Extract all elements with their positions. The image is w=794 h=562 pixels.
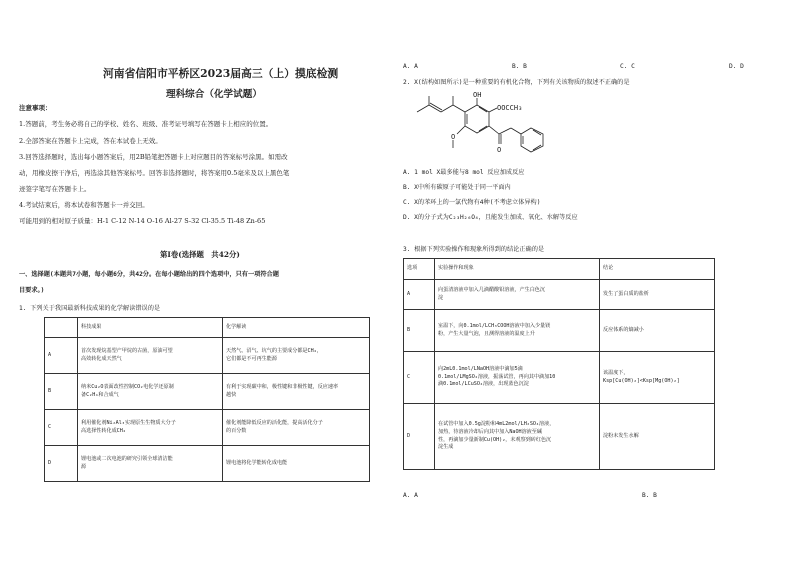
q1-stem: 1. 下列关于我国最新科技成果的化学解读错误的是 [19, 305, 161, 312]
q3-option: A [404, 280, 435, 310]
q3-conclusion: 反应体系的熵减小 [600, 310, 715, 352]
notes-heading: 注意事项： [19, 104, 52, 112]
q2-structure-diagram [395, 90, 570, 166]
q3-header-option: 选项 [404, 259, 435, 280]
table-row [404, 404, 715, 470]
q3-option-a: A. A [403, 492, 418, 499]
q1-result: 纳米Cu₂O表面改性控制CO₂电化学还原制 备C₂H₄和合成气 [78, 374, 223, 410]
q1-option: B [45, 374, 78, 410]
oh-label: OH [473, 91, 482, 99]
notes-item: 2.全部答案在答题卡上完成，答在本试卷上无效。 [19, 137, 162, 145]
q3-option: C [404, 352, 435, 404]
q3-conclusion: 发生了蛋白质的盐析 [600, 280, 715, 310]
q3-header-row [404, 259, 715, 280]
table-row [404, 352, 715, 404]
q2-option-b: B. X中所有碳原子可能处于同一平面内 [403, 184, 511, 191]
q3-option: B [404, 310, 435, 352]
q3-operation: 向2mL0.1mol/LNaOH溶液中滴加5滴 0.1mol/LMgSO₄溶液，振荡试管，再向其中滴加10 滴0.1mol/LCuSO₄溶液，出现蓝色沉淀 [435, 352, 600, 404]
q3-operation: 室温下，向0.1mol/LCH₃COOH溶液中加入少量镁 粉，产生大量气泡，且测得溶液的温度上升 [435, 310, 600, 352]
table-row [404, 310, 715, 352]
section-intro-cont: 目要求。) [19, 287, 45, 294]
notes-item: 动，用橡皮擦干净后，再选涂其他答案标号。回答非选择题时，将答案用0.5毫米及以上黑色笔 [19, 169, 290, 177]
prev-option-c: C. C [620, 63, 635, 70]
q3-stem: 3. 根据下列实验操作和现象所得到的结论正确的是 [403, 246, 545, 253]
q3-table [403, 258, 715, 470]
table-row [45, 410, 370, 446]
q3-conclusion: 该温度下， Ksp[Cu(OH)₂]<Ksp[Mg(OH)₂] [600, 352, 715, 404]
q3-option: D [404, 404, 435, 470]
q1-result: 利用催化剂Ni₂Al₃实现原生生物质大分子 高选择性转化成CH₄ [78, 410, 223, 446]
table-row [45, 374, 370, 410]
notes-item: 3.回答选择题时，选出每小题答案后，用2B铅笔把答题卡上对应题目的答案标号涂黑。如需改 [19, 153, 288, 161]
table-row [45, 446, 370, 482]
q1-header-blank [45, 318, 78, 338]
central-benzene-ring [465, 105, 489, 133]
ester-label: OOCCH₃ [497, 104, 523, 112]
exam-subtitle: 理科综合（化学试题） [166, 89, 262, 100]
q2-stem: 2. X(结构如图所示)是一种重要的有机化合物，下列有关该物质的叙述不正确的是 [403, 79, 630, 86]
q1-option: D [45, 446, 78, 482]
atomic-mass-line: 可能用到的相对原子质量：H-1 C-12 N-14 O-16 Al-27 S-32 Cl-35.5 Ti-48 Zn-65 [19, 217, 266, 225]
q1-option: A [45, 338, 78, 374]
q1-table [44, 317, 370, 482]
notes-item: 4.考试结束后，将本试卷和答题卡一并交回。 [19, 201, 149, 209]
q1-header-row [45, 318, 370, 338]
methoxy-oxygen-label: O [451, 133, 456, 141]
notes-item: 迹签字笔写在答题卡上。 [19, 185, 91, 193]
q3-operation: 向蛋清溶液中加入几滴醋酸铅溶液，产生白色沉 淀 [435, 280, 600, 310]
q1-result: 锂电池或二次电池的研究引领全球清洁能 源 [78, 446, 223, 482]
q1-option: C [45, 410, 78, 446]
q1-result: 首次发现烷基型产甲烷的古菌，原油可望 高效转化成天然气 [78, 338, 223, 374]
prev-option-d: D. D [729, 63, 744, 70]
q3-option-b: B. B [642, 492, 657, 499]
q1-reading: 锂电池将化学能转化成电能 [223, 446, 370, 482]
q2-option-c: C. X的苯环上的一氯代物有4种(不考虑立体异构) [403, 199, 541, 206]
section-heading: 第Ⅰ卷(选择题 共42分) [160, 250, 240, 259]
q3-header-conclusion: 结论 [600, 259, 715, 280]
q1-reading: 催化剂能降低反应的活化能，提高活化分子 的百分数 [223, 410, 370, 446]
prev-option-b: B. B [512, 63, 527, 70]
prev-option-a: A. A [403, 63, 418, 70]
q1-header-result: 科技成果 [78, 318, 223, 338]
q2-option-d: D. X的分子式为C₂₃H₂₆O₄，且能发生加成、氧化、水解等反应 [403, 214, 578, 221]
carbonyl-oxygen-label: O [497, 146, 502, 154]
section-intro: 一、选择题(本题共7小题，每小题6分，共42分。在每小题给出的四个选项中，只有一项符合题 [19, 271, 279, 278]
q3-operation: 在试管中加入0.5g淀粉和4mL2mol/LH₂SO₄溶液， 加热，待溶液冷却后向其中加入NaOH溶液至碱 性，再滴加少量新制Cu(OH)₂，未观察到砖红色沉 淀生成 [435, 404, 600, 470]
q3-conclusion: 淀粉未发生水解 [600, 404, 715, 470]
table-row [404, 280, 715, 310]
q1-header-reading: 化学解读 [223, 318, 370, 338]
table-row [45, 338, 370, 374]
q2-option-a: A. 1 mol X最多能与8 mol 反应加成反应 [403, 169, 525, 176]
phenyl-ring [521, 128, 543, 152]
q1-reading: 天然气、沼气、坑气的主要成分都是CH₄， 它们都是不可再生能源 [223, 338, 370, 374]
q1-reading: 有利于实现碳中和，极性键和非极性键，反应速率 越快 [223, 374, 370, 410]
exam-title: 河南省信阳市平桥区2023届高三（上）摸底检测 [103, 67, 339, 80]
notes-item: 1.答题前，考生务必将自己的学校、姓名、班级、准考证号填写在答题卡上相应的位置。 [19, 120, 273, 128]
q3-header-op: 实验操作和现象 [435, 259, 600, 280]
